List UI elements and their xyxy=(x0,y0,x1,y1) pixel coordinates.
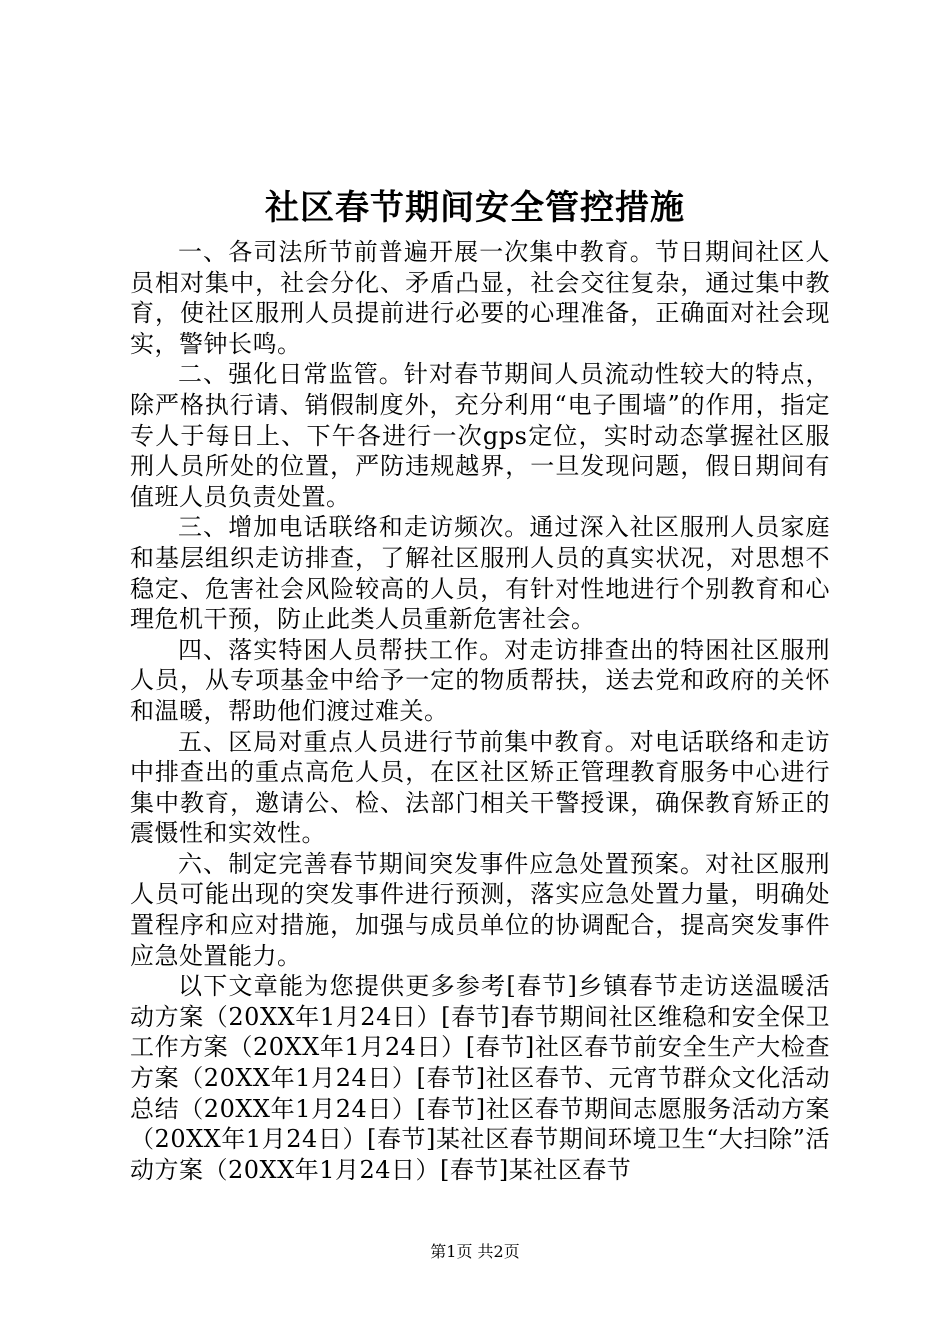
document-body xyxy=(130,237,830,1185)
paragraph-related-articles: 以下文章能为您提供更多参考[春节]乡镇春节走访送温暖活动方案（20XX年1月24日）[春节]春节期间社区维稳和安全保卫工作方案（20XX年1月24日）[春节]社区春节前安全生产大检查方案（20XX年1月24日）[春节]社区春节、元宵节群众文化活动总结（20XX年1月24日）[春节]社区春节期间志愿服务活动方案（20XX年1月24日）[春节]某社区春节期间环境卫生“大扫除”活动方案（20XX年1月24日）[春节]某社区春节 xyxy=(130,972,830,1184)
paragraph-6: 六、制定完善春节期间突发事件应急处置预案。对社区服刑人员可能出现的突发事件进行预测，落实应急处置力量，明确处置程序和应对措施，加强与成员单位的协调配合，提高突发事件应急处置能力。 xyxy=(130,849,830,970)
paragraph-1: 一、各司法所节前普遍开展一次集中教育。节日期间社区人员相对集中，社会分化、矛盾凸显，社会交往复杂，通过集中教育，使社区服刑人员提前进行必要的心理准备，正确面对社会现实，警钟长鸣。 xyxy=(130,238,830,358)
paragraph-2: 二、强化日常监管。针对春节期间人员流动性较大的特点，除严格执行请、销假制度外，充分利用“电子围墙”的作用，指定专人于每日上、下午各进行一次gps定位，实时动态掌握社区服刑人员所处的位置，严防违规越界，一旦发现问题，假日期间有值班人员负责处置。 xyxy=(130,360,830,511)
document-title: 社区春节期间安全管控措施 xyxy=(265,188,685,228)
paragraph-5: 五、区局对重点人员进行节前集中教育。对电话联络和走访中排查出的重点高危人员，在区社区矫正管理教育服务中心进行集中教育，邀请公、检、法部门相关干警授课，确保教育矫正的震慑性和实效性。 xyxy=(130,727,830,848)
paragraph-4: 四、落实特困人员帮扶工作。对走访排查出的特困社区服刑人员，从专项基金中给予一定的物质帮扶，送去党和政府的关怀和温暖，帮助他们渡过难关。 xyxy=(130,635,830,725)
paragraph-3: 三、增加电话联络和走访频次。通过深入社区服刑人员家庭和基层组织走访排查，了解社区服刑人员的真实状况，对思想不稳定、危害社会风险较高的人员，有针对性地进行个别教育和心理危机干预，防止此类人员重新危害社会。 xyxy=(130,513,830,634)
page-number-footer: 第1页 共2页 xyxy=(430,1242,520,1261)
